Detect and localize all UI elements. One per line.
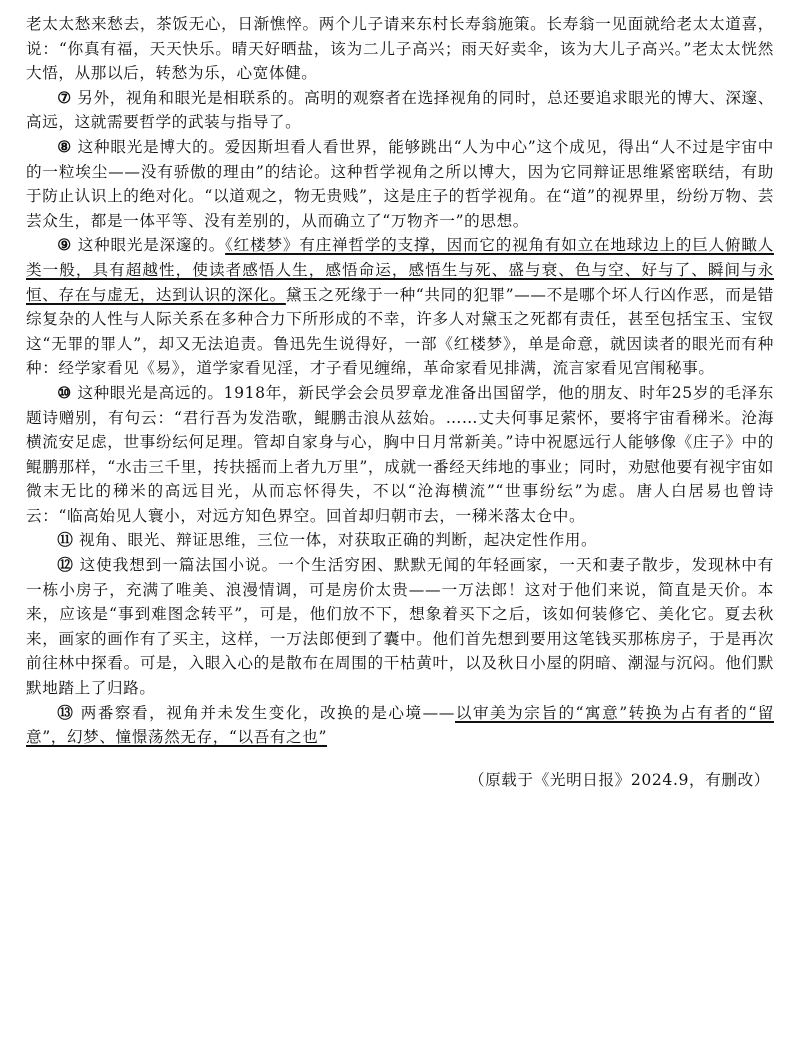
underlined-sentence: 《红楼梦》有庄禅哲学的支撑，因而它的视角有如立在地球边上的巨人俯瞰人类一般，具有超越性，使读者感悟人生，感悟命运，感悟生与死、盛与衰、色与空、好与了、瞬间与永恒、存在与虚无，达到认识的深化。 xyxy=(26,236,774,304)
paragraph-text: 这使我想到一篇法国小说。一个生活穷困、默默无闻的年轻画家，一天和妻子散步，发现林中有一栋小房子，充满了唯美、浪漫情调，可是房价太贵——一万法郎！这对于他们来说，简直是天价。本来，应该是“事到难图念转平”，可是，他们放不下，想象着买下之后，该如何装修它、美化它。夏去秋来，画家的画作有了买主，这样，一万法郎便到了囊中。他们首先想到要用这笔钱买那栋房子，于是再次前往林中探看。可是，入眼入心的是散布在周围的干枯黄叶，以及秋日小屋的阴暗、潮湿与沉闷。他们默默地踏上了归路。 xyxy=(26,556,774,698)
paragraph-text: 这种眼光是深邃的。 xyxy=(77,236,226,255)
paragraph-8 xyxy=(26,135,774,233)
paragraph-number: ⑫ xyxy=(57,555,74,575)
paragraph-9 xyxy=(26,233,774,381)
paragraph-text: 黛玉之死缘于一种“共同的犯罪”——不是哪个坏人行凶作恶，而是错综复杂的人性与人际关系在多种合力下所形成的不幸，许多人对黛玉之死都有责任，甚至包括宝玉、宝钗这“无罪的罪人”，却又无法追责。鲁迅先生说得好，一部《红楼梦》，单是命意，就因读者的眼光而有种种：经学家看见《易》，道学家看见淫，才子看见缠绵，革命家看见排满，流言家看见宫闱秘事。 xyxy=(26,285,774,378)
paragraph-text: 这种眼光是博大的。爱因斯坦看人看世界，能够跳出“人为中心”这个成见，得出“人不过是宇宙中的一粒埃尘——没有骄傲的理由”的结论。这种哲学视角之所以博大，因为它同辩证思维紧密联结，有助于防止认识上的绝对化。“以道观之，物无贵贱”，这是庄子的哲学视角。在“道”的视界里，纷纷万物、芸芸众生，都是一体平等、没有差别的，从而确立了“万物齐一”的思想。 xyxy=(26,137,774,230)
paragraph-text: 另外，视角和眼光是相联系的。高明的观察者在选择视角的同时，总还要追求眼光的博大、深邃、高远，这就需要哲学的武装与指导了。 xyxy=(26,88,774,132)
paragraph-text: 两番察看，视角并未发生变化，改换的是心境—— xyxy=(80,703,455,722)
paragraph-number: ⑨ xyxy=(57,235,72,255)
paragraph-number: ⑦ xyxy=(57,87,72,107)
paragraph-10 xyxy=(26,381,774,529)
paragraph-text: 视角、眼光、辩证思维，三位一体，对获取正确的判断，起决定性作用。 xyxy=(78,531,598,550)
paragraph-number: ⑧ xyxy=(57,136,72,156)
paragraph-number: ⑩ xyxy=(57,382,72,402)
source-citation xyxy=(26,768,774,793)
paragraph-7 xyxy=(26,86,774,135)
paragraph-11 xyxy=(26,528,774,553)
source-text: （原载于《光明日报》2024.9，有删改） xyxy=(468,770,770,789)
paragraph-text: 这种眼光是高远的。1918年，新民学会会员罗章龙准备出国留学，他的朋友、时年25岁的毛泽东题诗赠别，有句云：“君行吾为发浩歌，鲲鹏击浪从兹始。……丈夫何事足萦怀，要将宇宙看稊米。沧海横流安足虑，世事纷纭何足理。管却自家身与心，胸中日月常新美。”诗中祝愿远行人能够像《庄子》中的鲲鹏那样，“水击三千里，抟扶摇而上者九万里”，成就一番经天纬地的事业；同时，劝慰他要有视宇宙如微末无比的稊米的高远目光，从而忘怀得失，不以“沧海横流”“世事纷纭”为虑。唐人白居易也曾诗云：“临高始见人寰小，对远方知色界空。回首却归朝市去，一稊米落太仓中。 xyxy=(26,383,774,525)
paragraph-6-continuation xyxy=(26,12,774,86)
paragraph-12 xyxy=(26,553,774,701)
paragraph-number: ⑬ xyxy=(57,702,75,722)
paragraph-text: 老太太愁来愁去，茶饭无心，日渐憔悴。两个儿子请来东村长寿翁施策。长寿翁一见面就给老太太道喜，说：“你真有福，天天快乐。晴天好晒盐，该为二儿子高兴；雨天好卖伞，该为大儿子高兴。”老太太恍然大悟，从那以后，转愁为乐，心宽体健。 xyxy=(26,15,774,83)
paragraph-number: ⑪ xyxy=(57,530,74,550)
underlined-sentence: 以审美为宗旨的“寓意”转换为占有者的“留意”，幻梦、憧憬荡然无存，“以吾有之也” xyxy=(26,703,774,747)
paragraph-13 xyxy=(26,701,774,750)
